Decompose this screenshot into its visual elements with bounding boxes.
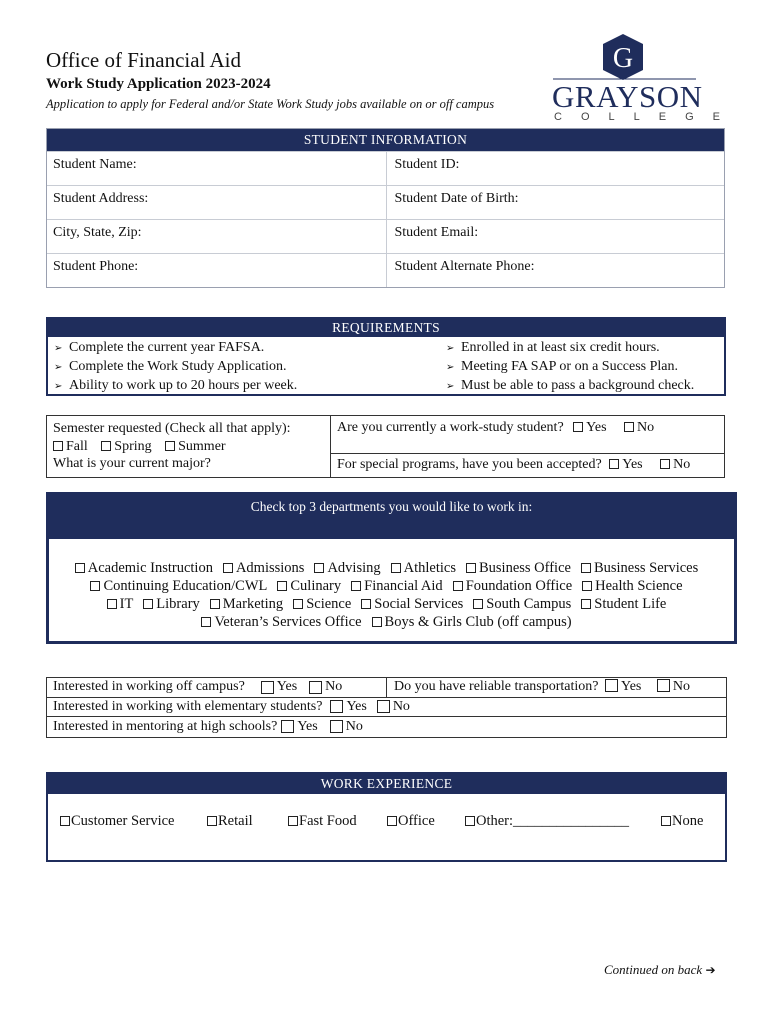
department-option[interactable]: South Campus xyxy=(473,596,571,612)
department-option[interactable]: Marketing xyxy=(210,596,283,612)
info-row xyxy=(47,253,724,287)
department-checkbox[interactable] xyxy=(453,581,463,591)
fast-food-checkbox[interactable] xyxy=(288,816,298,826)
interest-row: Interested in mentoring at high schools? Yes No xyxy=(53,718,363,734)
department-option[interactable]: IT xyxy=(107,596,134,612)
page-title: Office of Financial Aid xyxy=(46,48,241,72)
student-information-section xyxy=(46,128,725,288)
work-option[interactable]: Office xyxy=(387,813,465,830)
interest-row: Interested in working with elementary students? Yes No xyxy=(47,698,726,718)
semester-question: Semester requested (Check all that apply): xyxy=(53,421,291,436)
arrow-bullet-icon: ➢ xyxy=(54,381,63,392)
section-heading: WORK EXPERIENCE xyxy=(48,774,725,794)
info-row xyxy=(47,185,724,219)
student-dob-field[interactable]: Student Date of Birth: xyxy=(386,186,725,219)
svg-text:G: G xyxy=(612,43,634,74)
department-checkbox[interactable] xyxy=(143,599,153,609)
current-ws-yes-checkbox[interactable] xyxy=(573,422,583,432)
department-checkbox[interactable] xyxy=(210,599,220,609)
transport-yes-checkbox[interactable] xyxy=(605,679,618,692)
elementary-yes-checkbox[interactable] xyxy=(330,700,343,713)
requirements-section xyxy=(46,317,726,396)
info-row xyxy=(47,219,724,253)
department-option[interactable]: Social Services xyxy=(361,596,463,612)
off-campus-no-checkbox[interactable] xyxy=(309,681,322,694)
spring-checkbox[interactable] xyxy=(101,441,111,451)
logo-wordmark: GRAYSON xyxy=(552,79,703,114)
section-heading: Check top 3 departments you would like to work in: xyxy=(49,495,734,539)
department-checkbox[interactable] xyxy=(90,581,100,591)
customer-service-checkbox[interactable] xyxy=(60,816,70,826)
right-arrow-icon: ➔ xyxy=(705,963,716,977)
department-option[interactable]: Science xyxy=(293,596,351,612)
current-ws-no-checkbox[interactable] xyxy=(624,422,634,432)
section-heading: STUDENT INFORMATION xyxy=(47,129,724,151)
special-programs-row: For special programs, have you been accepted? Yes No xyxy=(337,457,691,472)
retail-checkbox[interactable] xyxy=(207,816,217,826)
summer-checkbox[interactable] xyxy=(165,441,175,451)
requirement-item: ➢ Enrolled in at least six credit hours. xyxy=(446,339,694,358)
department-checkbox[interactable] xyxy=(581,599,591,609)
arrow-bullet-icon: ➢ xyxy=(446,381,455,392)
department-option[interactable]: Continuing Education/CWL xyxy=(90,578,267,594)
interest-section xyxy=(46,677,727,738)
department-checkbox[interactable] xyxy=(293,599,303,609)
form-subtitle: Work Study Application 2023-2024 xyxy=(46,76,271,92)
department-checkbox[interactable] xyxy=(372,617,382,627)
none-checkbox[interactable] xyxy=(661,816,671,826)
department-option[interactable]: Culinary xyxy=(277,578,341,594)
department-option[interactable]: Advising xyxy=(314,560,380,576)
department-checkbox[interactable] xyxy=(473,599,483,609)
department-line xyxy=(49,577,734,595)
current-major-question[interactable]: What is your current major? xyxy=(53,456,211,471)
department-line xyxy=(49,559,734,577)
department-checkbox[interactable] xyxy=(391,563,401,573)
work-option[interactable]: Customer Service xyxy=(60,813,207,830)
requirement-item: ➢ Must be able to pass a background check. xyxy=(446,377,694,396)
student-name-field[interactable]: Student Name: xyxy=(53,157,137,172)
elementary-no-checkbox[interactable] xyxy=(377,700,390,713)
department-checkbox[interactable] xyxy=(581,563,591,573)
logo-subtext: COLLEGE xyxy=(554,111,739,123)
semester-options: Fall Spring Summer xyxy=(53,438,326,456)
department-checkbox[interactable] xyxy=(314,563,324,573)
requirement-item: ➢ Ability to work up to 20 hours per week. xyxy=(54,377,446,396)
student-alt-phone-field[interactable]: Student Alternate Phone: xyxy=(386,254,725,287)
section-heading: REQUIREMENTS xyxy=(48,319,724,337)
requirement-item: ➢ Meeting FA SAP or on a Success Plan. xyxy=(446,358,694,377)
city-state-zip-field[interactable]: City, State, Zip: xyxy=(53,225,142,240)
work-option[interactable]: Retail xyxy=(207,813,288,830)
mentoring-yes-checkbox[interactable] xyxy=(281,720,294,733)
student-id-field[interactable]: Student ID: xyxy=(386,152,725,185)
department-option[interactable]: Veteran’s Services Office xyxy=(201,614,361,630)
fall-checkbox[interactable] xyxy=(53,441,63,451)
department-option[interactable]: Health Science xyxy=(582,578,682,594)
work-option[interactable]: None xyxy=(661,813,703,830)
department-line xyxy=(49,613,734,631)
work-experience-section xyxy=(46,772,727,862)
department-checkbox[interactable] xyxy=(351,581,361,591)
department-options xyxy=(49,539,734,631)
info-row xyxy=(47,151,724,185)
department-checkbox[interactable] xyxy=(201,617,211,627)
current-work-study-row: Are you currently a work-study student? Yes No xyxy=(331,416,724,454)
department-option[interactable]: Student Life xyxy=(581,596,666,612)
arrow-bullet-icon: ➢ xyxy=(446,362,455,373)
department-checkbox[interactable] xyxy=(277,581,287,591)
mentoring-no-checkbox[interactable] xyxy=(330,720,343,733)
student-address-field[interactable]: Student Address: xyxy=(53,191,149,206)
department-option[interactable]: Business Office xyxy=(466,560,571,576)
transport-no-checkbox[interactable] xyxy=(657,679,670,692)
department-line xyxy=(49,595,734,613)
continued-note: Continued on back ➔ xyxy=(604,962,716,977)
department-option[interactable]: Academic Instruction xyxy=(75,560,213,576)
department-checkbox[interactable] xyxy=(107,599,117,609)
department-option[interactable]: Admissions xyxy=(223,560,305,576)
department-option[interactable]: Foundation Office xyxy=(453,578,572,594)
arrow-bullet-icon: ➢ xyxy=(446,343,455,354)
form-description: Application to apply for Federal and/or State Work Study jobs available on or off campus xyxy=(46,97,495,111)
arrow-bullet-icon: ➢ xyxy=(54,343,63,354)
special-yes-checkbox[interactable] xyxy=(609,459,619,469)
requirement-item: ➢ Complete the Work Study Application. xyxy=(54,358,446,377)
department-option[interactable]: Financial Aid xyxy=(351,578,443,594)
work-option[interactable]: Fast Food xyxy=(288,813,387,830)
semester-section xyxy=(46,415,725,478)
department-option[interactable]: Boys & Girls Club (off campus) xyxy=(372,614,572,630)
work-option[interactable]: Other:________________ xyxy=(465,813,661,830)
arrow-bullet-icon: ➢ xyxy=(54,362,63,373)
department-option[interactable]: Athletics xyxy=(391,560,456,576)
student-phone-field[interactable]: Student Phone: xyxy=(53,259,139,274)
department-checkbox[interactable] xyxy=(361,599,371,609)
department-checkbox[interactable] xyxy=(466,563,476,573)
department-checkbox[interactable] xyxy=(75,563,85,573)
interest-row: Interested in working off campus? Yes No Do you have reliable transportation? Yes No xyxy=(47,678,726,698)
special-no-checkbox[interactable] xyxy=(660,459,670,469)
other-checkbox[interactable] xyxy=(465,816,475,826)
department-option[interactable]: Library xyxy=(143,596,199,612)
department-checkbox[interactable] xyxy=(223,563,233,573)
college-logo xyxy=(550,34,739,124)
off-campus-yes-checkbox[interactable] xyxy=(261,681,274,694)
departments-section xyxy=(46,492,737,644)
office-checkbox[interactable] xyxy=(387,816,397,826)
student-email-field[interactable]: Student Email: xyxy=(386,220,725,253)
department-checkbox[interactable] xyxy=(582,581,592,591)
department-option[interactable]: Business Services xyxy=(581,560,698,576)
requirement-item: ➢ Complete the current year FAFSA. xyxy=(54,339,446,358)
